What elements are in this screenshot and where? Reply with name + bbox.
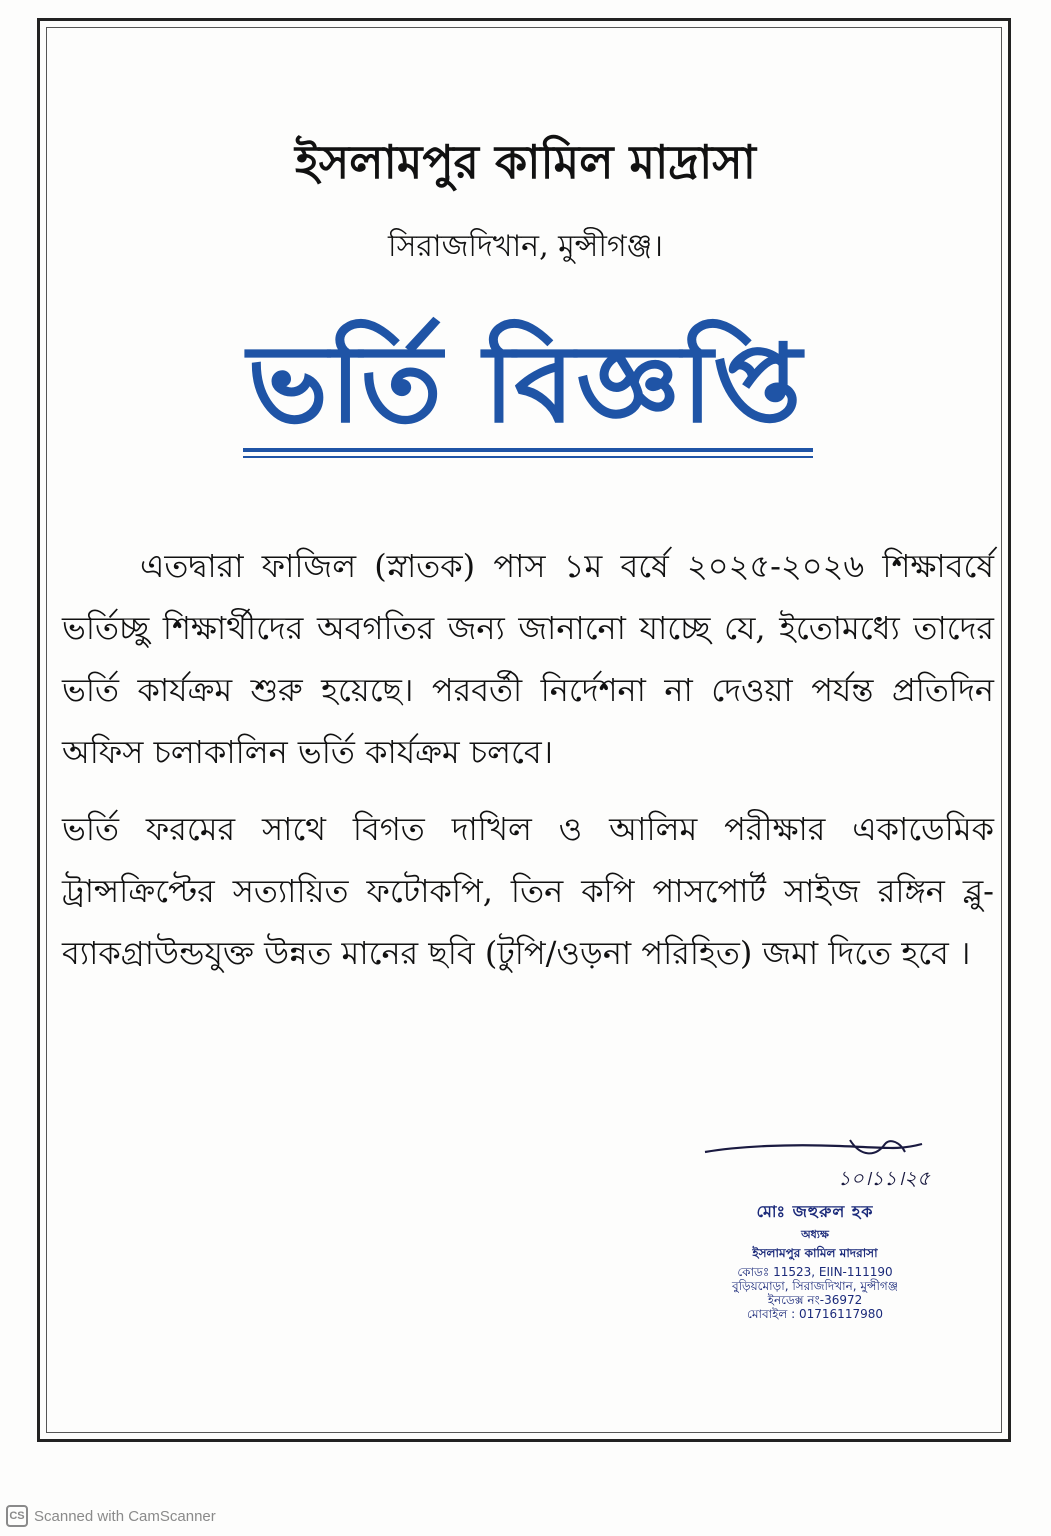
notice-paragraph-1: এতদ্বারা ফাজিল (স্নাতক) পাস ১ম বর্ষে ২০২৫-২০২৬ শিক্ষাবর্ষে ভর্তিচ্ছু শিক্ষার্থীদের অবগতির জন্য জানানো যাচ্ছে যে, ইতোমধ্যে তাদের ভর্তি কার্যক্রম শুরু হয়েছে। পরবর্তী নির্দেশনা না দেওয়া পর্যন্ত প্রতিদিন অফিস চলাকালিন ভর্তি কার্যক্রম চলবে।	[62, 547, 994, 771]
stamp-location: বুড়িয়মোড়া, সিরাজদিখান, মুন্সীগঞ্জ	[731, 1279, 899, 1293]
notice-paragraph-2: ভর্তি ফরমের সাথে বিগত দাখিল ও আলিম পরীক্ষার একাডেমিক ট্রান্সক্রিপ্টের সত্যায়িত ফটোকপি, তিন কপি পাসপোর্ট সাইজ রঙ্গিন ব্লু-ব্যাকগ্রাউন্ডযুক্ত উন্নত মানের ছবি (টুপি/ওড়না পরিহিত) জমা দিতে হবে ।	[62, 810, 994, 972]
scanner-watermark-text: Scanned with CamScanner	[34, 1507, 216, 1525]
institution-address: সিরাজদিখান, মুন্সীগঞ্জ।	[387, 229, 664, 264]
stamp-mobile: মোবাইল : 01716117980	[746, 1307, 883, 1321]
title-underline	[243, 448, 813, 452]
signatory-designation: অধ্যক্ষ	[801, 1228, 829, 1241]
title-underline-secondary	[243, 456, 813, 458]
institution-name: ইসলামপুর কামিল মাদ্রাসা	[294, 135, 757, 189]
stamp-codes: কোডঃ 11523, EIIN-111190	[737, 1265, 893, 1279]
notice-title: ভর্তি বিজ্ঞপ্তি	[247, 322, 804, 447]
camscanner-icon: CS	[6, 1505, 28, 1527]
signatory-name: মোঃ জহুরুল হক	[756, 1202, 874, 1221]
scanner-watermark	[6, 1505, 216, 1527]
signature-date: ১০।১১।২৫	[837, 1166, 930, 1190]
stamp-index: ইনডেক্স নং-36972	[767, 1293, 863, 1307]
signature-image	[700, 1138, 930, 1168]
stamp-institution: ইসলামপুর কামিল মাদরাসা	[752, 1246, 878, 1260]
signature-scribble	[680, 1138, 950, 1168]
signature-block	[680, 1138, 950, 1321]
